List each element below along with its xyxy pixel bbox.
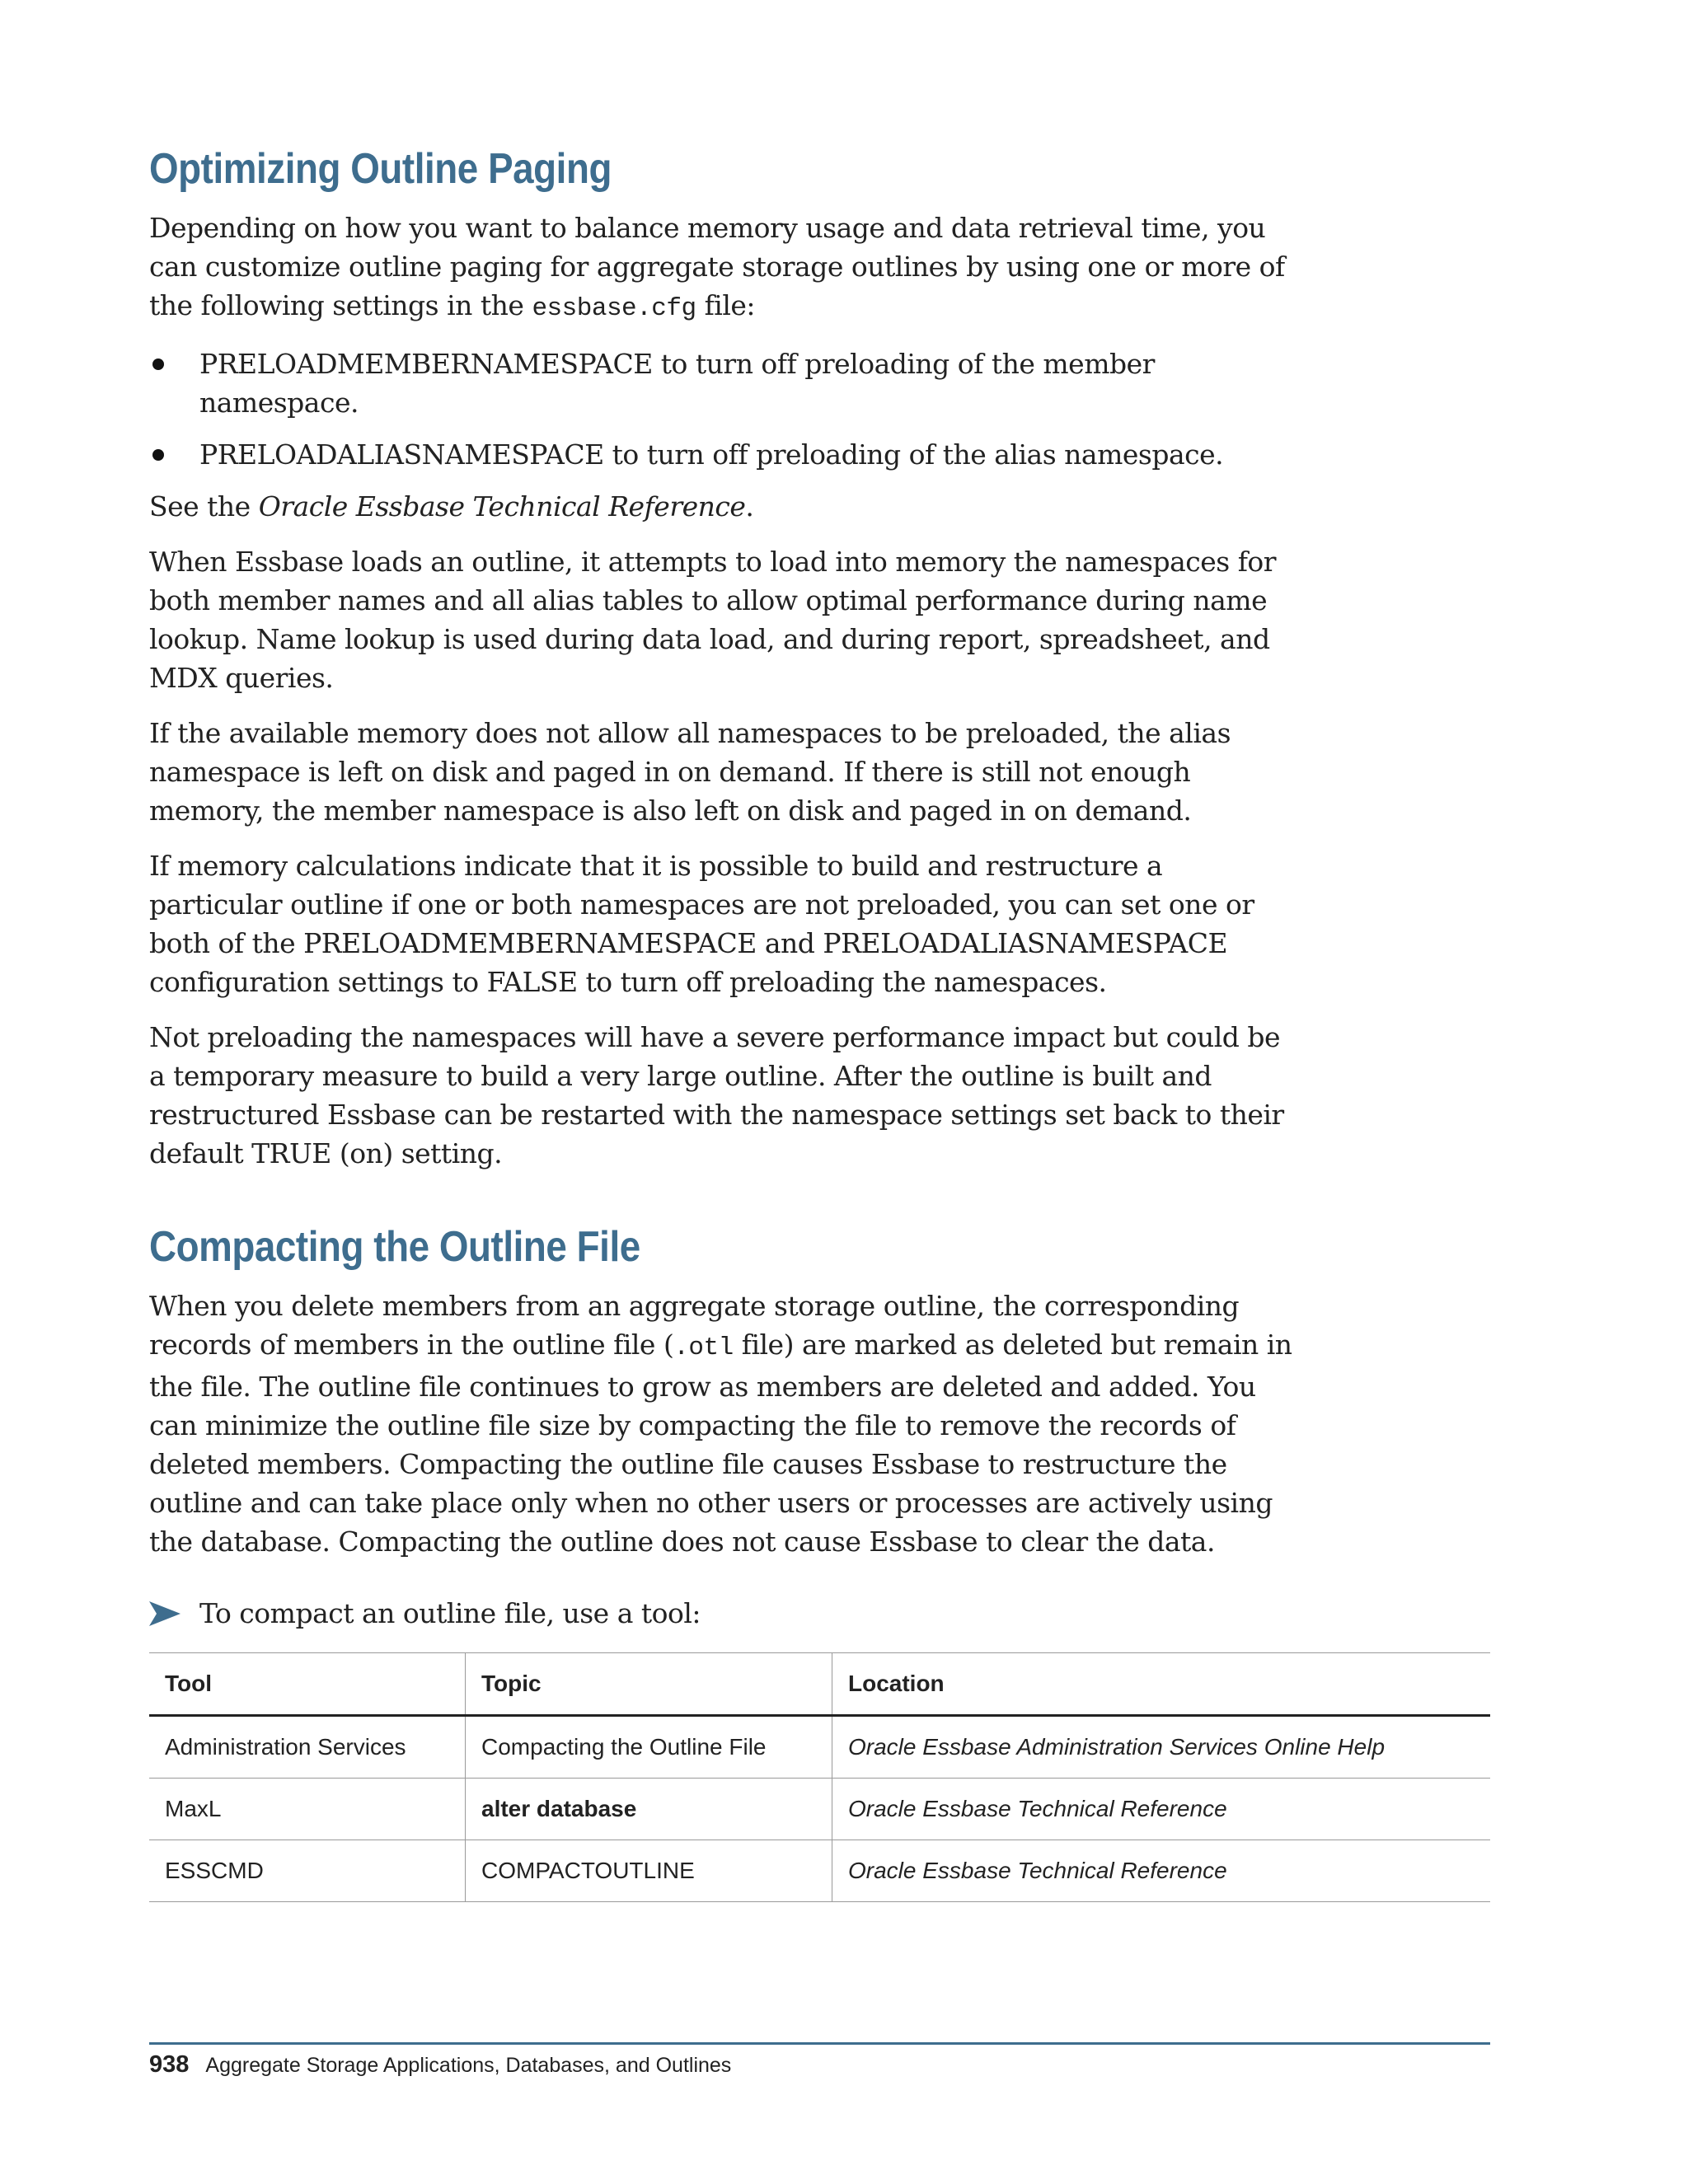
page-number: 938 [149,2051,190,2078]
header-location: Location [832,1653,1491,1716]
list-item: PRELOADMEMBERNAMESPACE to turn off preloading of the member namespace. [149,344,1301,422]
file-extension: .otl [673,1333,734,1362]
body-paragraph: If memory calculations indicate that it is possible to build and restructure a particular outline if one or both namespaces are not preloaded, you can set one or both of the PRELOADMEMBERNAMESPACE and PRELOADALIASNAMESPACE configuration settings to FALSE to turn off preloading the namespaces. [149,850,1254,998]
cell-location: Oracle Essbase Technical Reference [832,1779,1491,1840]
settings-list [149,344,1301,474]
config-filename: essbase.cfg [532,294,696,323]
section-title-optimizing-outline-paging: Optimizing Outline Paging [149,145,612,193]
cell-location: Oracle Essbase Administration Services Online Help [832,1716,1491,1779]
header-topic: Topic [466,1653,832,1716]
page-content [149,144,1386,1902]
header-tool: Tool [149,1653,466,1716]
bullet-icon [152,359,164,370]
compacting-paragraph: When you delete members from an aggregate storage outline, the corresponding records of members in the outline file (.otl file) are marked as deleted but remain in the file. The outline file continues to grow as members are deleted and added. You can minimize the outline file size by compacting the file to remove the records of deleted members. Compacting the outline file causes Essbase to restructure the outline and can take place only when no other users or processes are actively using the database. Compacting the outline does not cause Essbase to clear the data. [149,1290,1292,1558]
table-row [149,1716,1490,1779]
list-item: PRELOADALIASNAMESPACE to turn off preloading of the alias namespace. [149,435,1301,474]
reference-title: Oracle Essbase Technical Reference [258,490,746,523]
cell-topic: alter database [466,1779,832,1840]
procedure-text: To compact an outline file, use a tool: [199,1597,701,1629]
cell-topic: COMPACTOUTLINE [466,1840,832,1902]
section-title-compacting-outline-file: Compacting the Outline File [149,1223,640,1271]
cell-location: Oracle Essbase Technical Reference [832,1840,1491,1902]
page-footer [149,2042,1490,2079]
cell-tool: ESSCMD [149,1840,466,1902]
body-paragraph: Not preloading the namespaces will have a severe performance impact but could be a temporary measure to build a very large outline. After the outline is built and restructured Essbase can be restarted with the namespace settings set back to their default TRUE (on) setting. [149,1021,1284,1169]
table-row [149,1779,1490,1840]
bullet-icon [152,449,164,461]
section-compacting [149,1222,1386,1902]
body-paragraph: When Essbase loads an outline, it attempts to load into memory the namespaces for both member names and all alias tables to allow optimal performance during name lookup. Name lookup is used during data load, and during report, spreadsheet, and MDX queries. [149,546,1277,694]
body-paragraph: If the available memory does not allow all namespaces to be preloaded, the alias namespace is left on disk and paged in on demand. If there is still not enough memory, the member namespace is also left on disk and paged in on demand. [149,717,1231,827]
table-header-row [149,1653,1490,1716]
table-row [149,1840,1490,1902]
arrow-right-icon [149,1601,181,1626]
tools-table [149,1652,1490,1902]
procedure-step [149,1594,1301,1633]
cell-tool: Administration Services [149,1716,466,1779]
chapter-title: Aggregate Storage Applications, Databases, and Outlines [205,2054,732,2077]
intro-paragraph: Depending on how you want to balance memory usage and data retrieval time, you can customize outline paging for aggregate storage outlines by using one or more of the following settings in the essbase.cfg file: [149,212,1285,323]
cell-topic: Compacting the Outline File [466,1716,832,1779]
see-reference-paragraph: See the Oracle Essbase Technical Reference. [149,490,754,523]
cell-tool: MaxL [149,1779,466,1840]
